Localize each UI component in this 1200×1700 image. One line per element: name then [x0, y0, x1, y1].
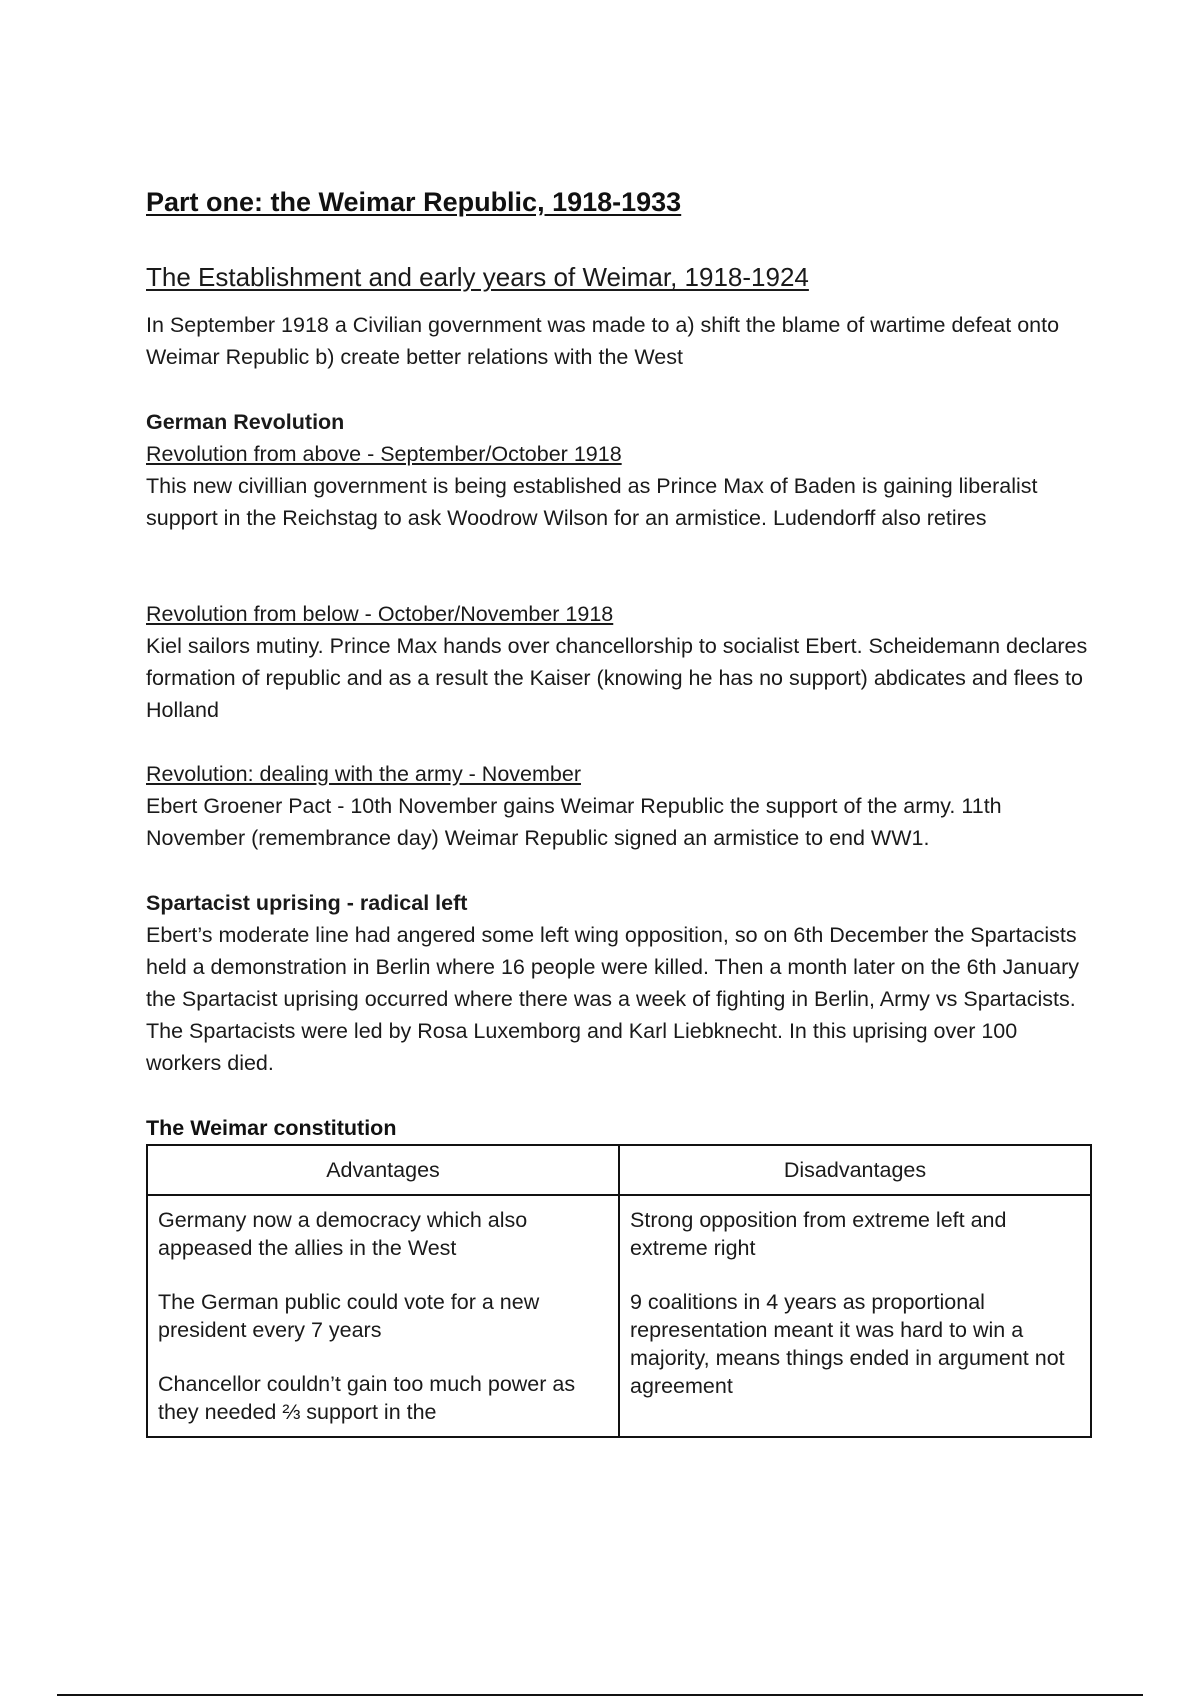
- revolution-below-section: [146, 598, 1090, 726]
- constitution-heading: The Weimar constitution: [146, 1116, 397, 1140]
- disadvantages-cell: [619, 1195, 1091, 1437]
- spartacist-heading: Spartacist uprising - radical left: [146, 891, 468, 915]
- revolution-above-text: This new civillian government is being established as Prince Max of Baden is gaining liberalist support in the Reichstag to ask Woodrow Wilson for an armistice. Ludendorff also retires: [146, 474, 1038, 530]
- disadvantages-header-label: Disadvantages: [783, 1158, 927, 1182]
- german-revolution-section: [146, 406, 1090, 534]
- revolution-army-section: [146, 758, 1090, 854]
- constitution-table: [146, 1144, 1092, 1438]
- intro-paragraph: [146, 309, 1090, 373]
- intro-text: In September 1918 a Civilian government was made to a) shift the blame of wartime defeat onto Weimar Republic b) create better relations with the West: [146, 313, 1060, 369]
- revolution-army-heading: Revolution: dealing with the army - November: [146, 762, 581, 786]
- advantage-item: Chancellor couldn’t gain too much power as they needed ⅔ support in the: [158, 1372, 576, 1424]
- revolution-below-text: Kiel sailors mutiny. Prince Max hands over chancellorship to socialist Ebert. Scheidemann declares formation of republic and as a result the Kaiser (knowing he has no support) abdicates and flees to Holland: [146, 634, 1088, 722]
- german-revolution-heading: German Revolution: [146, 410, 345, 434]
- advantages-column-header: [147, 1145, 619, 1195]
- revolution-army-text: Ebert Groener Pact - 10th November gains Weimar Republic the support of the army. 11th November (remembrance day) Weimar Republic signed an armistice to end WW1.: [146, 794, 1002, 850]
- document-title: Part one: the Weimar Republic, 1918-1933: [146, 187, 682, 217]
- spartacist-section: [146, 887, 1090, 1079]
- spartacist-text: Ebert’s moderate line had angered some left wing opposition, so on 6th December the Spartacists held a demonstration in Berlin where 16 people were killed. Then a month later on the 6th January the Spartacist uprising occurred where there was a week of fighting in Berlin, Army vs Spartacists. The Spartacists were led by Rosa Luxemborg and Karl Liebknecht. In this uprising over 100 workers died.: [146, 923, 1080, 1075]
- table-row: [147, 1195, 1091, 1437]
- advantages-cell: [147, 1195, 619, 1437]
- footer-divider: [57, 1694, 1143, 1696]
- advantage-item: Germany now a democracy which also appeased the allies in the West: [158, 1208, 528, 1260]
- table-header-row: [147, 1145, 1091, 1195]
- advantages-header-label: Advantages: [326, 1158, 440, 1182]
- disadvantages-column-header: [619, 1145, 1091, 1195]
- disadvantage-item: 9 coalitions in 4 years as proportional representation meant it was hard to win a majority, means things ended in argument not agreement: [630, 1290, 1065, 1398]
- revolution-above-heading: Revolution from above - September/October 1918: [146, 442, 622, 466]
- disadvantage-item: Strong opposition from extreme left and extreme right: [630, 1208, 1007, 1260]
- section-heading: The Establishment and early years of Weimar, 1918-1924: [146, 262, 809, 292]
- revolution-below-heading: Revolution from below - October/November 1918: [146, 602, 614, 626]
- advantage-item: The German public could vote for a new president every 7 years: [158, 1290, 540, 1342]
